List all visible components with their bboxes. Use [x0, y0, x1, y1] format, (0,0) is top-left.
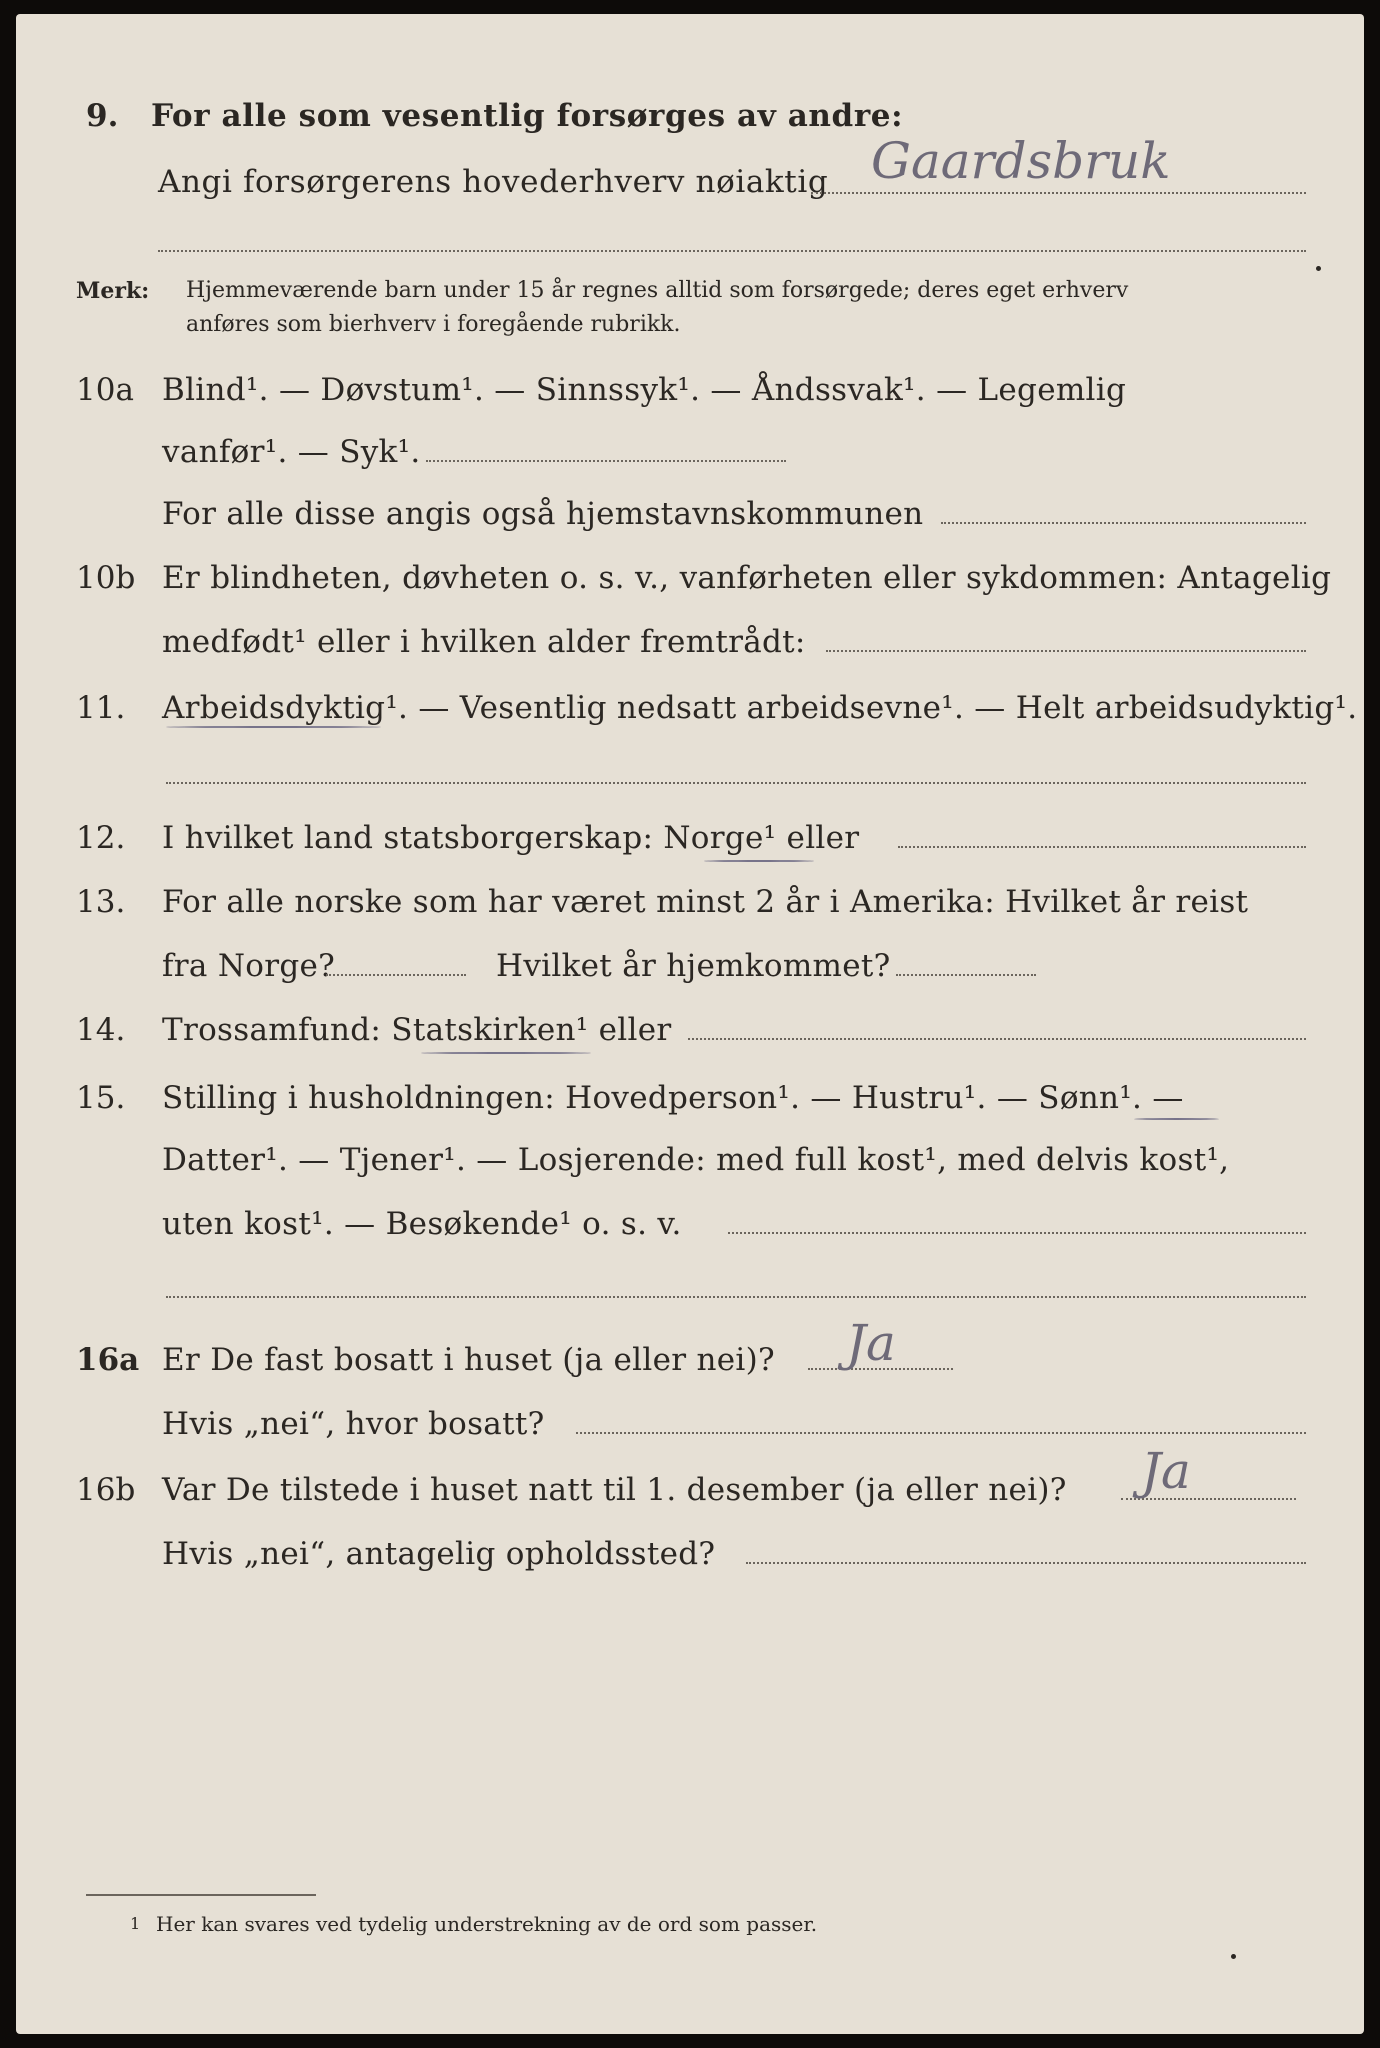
q10a-number: 10a [76, 372, 134, 408]
q16a-handwritten-answer: Ja [846, 1314, 896, 1372]
q11-answer-line[interactable] [166, 782, 1306, 784]
q12-line1: I hvilket land statsborgerskap: Norge¹ eller [162, 820, 860, 856]
q14-number: 14. [76, 1012, 126, 1048]
q16a-line2: Hvis „nei“, hvor bosatt? [162, 1406, 545, 1442]
ink-speck [1316, 266, 1321, 271]
q13-return-answer-line[interactable] [896, 974, 1036, 976]
footnote-mark: 1 [130, 1914, 141, 1933]
q15-line3: uten kost¹. — Besøkende¹ o. s. v. [162, 1206, 682, 1242]
q13-line1: For alle norske som har været minst 2 år i Amerika: Hvilket år reist [162, 884, 1249, 920]
q14-line1: Trossamfund: Statskirken¹ eller [162, 1012, 672, 1048]
q10b-answer-line[interactable] [826, 650, 1306, 652]
q16b-number: 16b [76, 1472, 136, 1508]
q10a-line1: Blind¹. — Døvstum¹. — Sinnssyk¹. — Åndssvak¹. — Legemlig [162, 372, 1127, 408]
q13-line2a: fra Norge? [162, 948, 336, 984]
q9-line2: Angi forsørgerens hovederhverv nøiaktig [158, 164, 829, 200]
q9-line1: For alle som vesentlig forsørges av andre: [151, 98, 904, 134]
merk-line1: Hjemmeværende barn under 15 år regnes alltid som forsørgede; deres eget erhverv [186, 278, 1129, 303]
q16b-line2: Hvis „nei“, antagelig opholdssted? [162, 1536, 716, 1572]
q10a-line3: For alle disse angis også hjemstavnskommunen [162, 496, 924, 532]
q14-underline-mark [421, 1052, 591, 1054]
q10b-number: 10b [76, 560, 136, 596]
q10a-answer-line[interactable] [426, 460, 786, 462]
q10b-line1: Er blindheten, døvheten o. s. v., vanførheten eller sykdommen: Antagelig [162, 560, 1332, 596]
q9-number: 9. [86, 98, 119, 134]
q16a-line1: Er De fast bosatt i huset (ja eller nei)? [162, 1342, 775, 1378]
census-form-page [16, 14, 1364, 2034]
q10a-hometown-line[interactable] [941, 522, 1306, 524]
ink-speck-bottom [1231, 1954, 1236, 1959]
q12-answer-line[interactable] [898, 846, 1306, 848]
merk-line2: anføres som bierhverv i foregående rubrikk. [186, 312, 681, 337]
q15-number: 15. [76, 1080, 126, 1116]
q10b-line2: medfødt¹ eller i hvilken alder fremtrådt: [162, 624, 806, 660]
q13-line2b: Hvilket år hjemkommet? [496, 948, 891, 984]
q15-second-answer-line[interactable] [166, 1296, 1306, 1298]
q14-answer-line[interactable] [688, 1038, 1306, 1040]
q15-line2: Datter¹. — Tjener¹. — Losjerende: med full kost¹, med delvis kost¹, [162, 1142, 1230, 1178]
q11-line1: Arbeidsdyktig¹. — Vesentlig nedsatt arbeidsevne¹. — Helt arbeidsudyktig¹. [162, 690, 1358, 726]
q9-handwritten-answer: Gaardsbruk [871, 132, 1171, 190]
q15-line1: Stilling i husholdningen: Hovedperson¹. — Hustru¹. — Sønn¹. — [162, 1080, 1184, 1116]
q16b-line1: Var De tilstede i huset natt til 1. desember (ja eller nei)? [162, 1472, 1067, 1508]
q13-left-answer-line[interactable] [326, 974, 466, 976]
q16a-residence-line[interactable] [576, 1432, 1306, 1434]
q12-underline-mark [704, 860, 814, 862]
footnote-separator [86, 1894, 316, 1896]
q9-second-answer-line[interactable] [158, 250, 1306, 252]
q11-underline-mark [166, 726, 381, 728]
merk-label: Merk: [76, 278, 150, 304]
q16a-number: 16a [76, 1342, 140, 1378]
q16b-location-line[interactable] [746, 1562, 1306, 1564]
q16b-handwritten-answer: Ja [1141, 1442, 1191, 1500]
q9-answer-line[interactable] [811, 192, 1306, 194]
q13-number: 13. [76, 884, 126, 920]
footnote-text: Her kan svares ved tydelig understrekning av de ord som passer. [156, 1912, 818, 1936]
q10a-line2: vanfør¹. — Syk¹. [162, 434, 421, 470]
q15-underline-mark [1134, 1118, 1219, 1120]
q12-number: 12. [76, 820, 126, 856]
q11-number: 11. [76, 690, 126, 726]
q15-answer-line[interactable] [728, 1232, 1306, 1234]
